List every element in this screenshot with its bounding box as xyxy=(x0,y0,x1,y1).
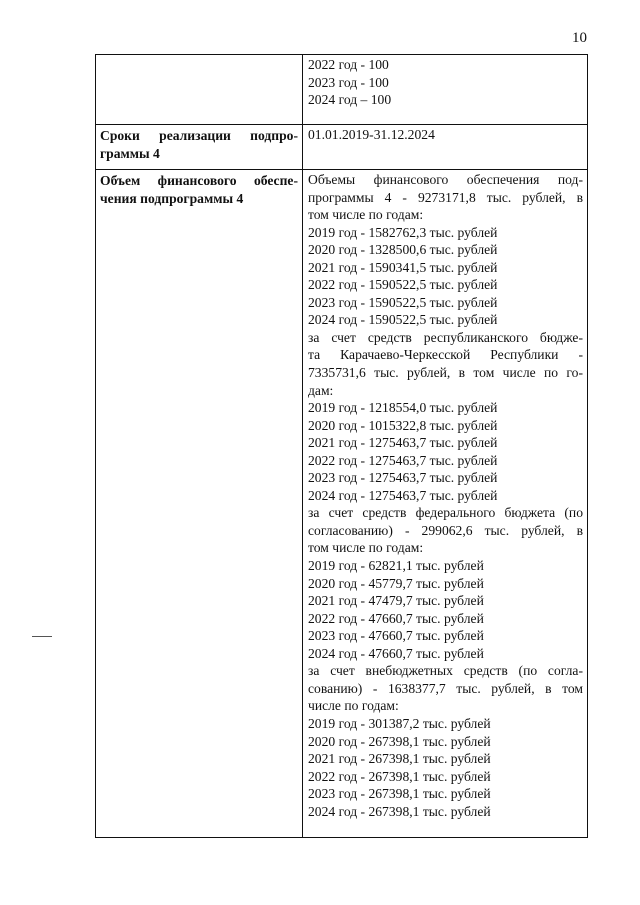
value-line: 2022 год - 100 xyxy=(308,57,389,72)
value-line: программы 4 - 9273171,8 тыс. рублей, в xyxy=(308,189,583,205)
value-line: 2023 год - 100 xyxy=(308,74,389,90)
label-line: Сроки реализации подпро- xyxy=(100,128,298,143)
value-line: 7335731,6 тыс. рублей, в том числе по го- xyxy=(308,365,583,381)
value-line: сованию) - 1638377,7 тыс. рублей, в том xyxy=(308,680,583,696)
value-line: дам: xyxy=(308,382,334,398)
value-line: том числе по годам: xyxy=(308,207,424,223)
value-line: 2023 год - 47660,7 тыс. рублей xyxy=(308,628,484,644)
row-label-empty xyxy=(96,55,303,125)
value-line: 2021 год - 1590341,5 тыс. рублей xyxy=(308,259,498,275)
value-line: 2024 год - 1590522,5 тыс. рублей xyxy=(308,312,498,328)
value-line: 2023 год - 1275463,7 тыс. рублей xyxy=(308,470,498,486)
value-line: Объемы финансового обеспечения под- xyxy=(308,172,583,187)
value-line: за счет средств федерального бюджета (по xyxy=(308,505,583,521)
table-row xyxy=(96,55,588,125)
value-line: 2024 год - 267398,1 тыс. рублей xyxy=(308,803,491,819)
value-line: 2022 год - 47660,7 тыс. рублей xyxy=(308,610,484,626)
margin-mark xyxy=(32,636,52,637)
value-line: 2020 год - 1015322,8 тыс. рублей xyxy=(308,417,498,433)
label-line: граммы 4 xyxy=(100,145,160,161)
value-line: числе по годам: xyxy=(308,698,399,714)
value-line: 2023 год - 267398,1 тыс. рублей xyxy=(308,786,491,802)
table-row xyxy=(96,170,588,838)
value-line: 2020 год - 45779,7 тыс. рублей xyxy=(308,575,484,591)
row-label xyxy=(96,125,303,170)
value-line: согласованию) - 299062,6 тыс. рублей, в xyxy=(308,522,583,538)
value-line: 2020 год - 267398,1 тыс. рублей xyxy=(308,733,491,749)
value-line: 2022 год - 267398,1 тыс. рублей xyxy=(308,768,491,784)
label-line: чения подпрограммы 4 xyxy=(100,190,244,206)
row-value-financing xyxy=(303,170,588,838)
row-value xyxy=(303,55,588,125)
table-row xyxy=(96,125,588,170)
value-line: 2019 год - 62821,1 тыс. рублей xyxy=(308,558,484,574)
row-label xyxy=(96,170,303,838)
value-line: 2023 год - 1590522,5 тыс. рублей xyxy=(308,294,498,310)
value-line: 2024 год - 1275463,7 тыс. рублей xyxy=(308,487,498,503)
value-line: 2024 год – 100 xyxy=(308,92,392,108)
page-number: 10 xyxy=(572,30,587,46)
value-line: 2022 год - 1275463,7 тыс. рублей xyxy=(308,452,498,468)
value-line: та Карачаево-Черкесской Республики - xyxy=(308,347,583,363)
value-line: за счет средств республиканского бюдже- xyxy=(308,329,583,345)
value-line: том числе по годам: xyxy=(308,540,424,556)
label-line: Объем финансового обеспе- xyxy=(100,173,298,188)
value-line: за счет внебюджетных средств (по согла- xyxy=(308,663,583,679)
value-line: 2019 год - 1218554,0 тыс. рублей xyxy=(308,400,498,416)
value-line: 2024 год - 47660,7 тыс. рублей xyxy=(308,645,484,661)
value-line: 2021 год - 47479,7 тыс. рублей xyxy=(308,593,484,609)
value-line: 2021 год - 267398,1 тыс. рублей xyxy=(308,751,491,767)
value-line: 01.01.2019-31.12.2024 xyxy=(308,127,435,142)
value-line: 2021 год - 1275463,7 тыс. рублей xyxy=(308,435,498,451)
value-line: 2022 год - 1590522,5 тыс. рублей xyxy=(308,277,498,293)
value-line: 2019 год - 1582762,3 тыс. рублей xyxy=(308,224,498,240)
value-line: 2019 год - 301387,2 тыс. рублей xyxy=(308,715,491,731)
program-passport-table xyxy=(95,54,588,838)
row-value xyxy=(303,125,588,170)
value-line: 2020 год - 1328500,6 тыс. рублей xyxy=(308,242,498,258)
